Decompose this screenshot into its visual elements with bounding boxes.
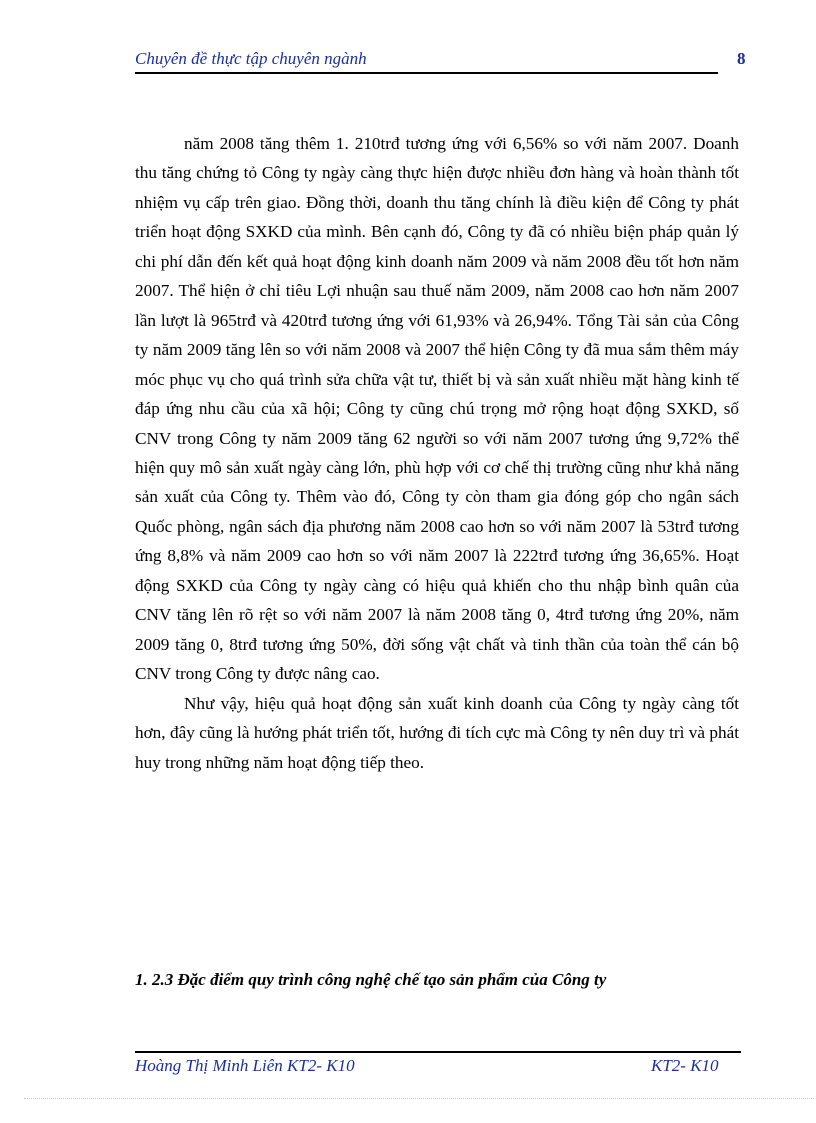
page-number: 8 (737, 49, 746, 68)
page-edge-divider (24, 1098, 814, 1099)
footer-author: Hoàng Thị Minh Liên KT2- K10 (135, 1056, 355, 1075)
footer-class-code: KT2- K10 (651, 1056, 719, 1075)
document-body (135, 129, 739, 777)
footer-divider (135, 1051, 741, 1053)
header-title: Chuyên đề thực tập chuyên ngành (135, 49, 367, 68)
header-divider (135, 72, 718, 74)
body-paragraph-2: Như vậy, hiệu quả hoạt động sản xuất kinh doanh của Công ty ngày càng tốt hơn, đây cũng là hướng phát triển tốt, hướng đi tích cực mà Công ty nên duy trì và phát huy trong những năm hoạt động tiếp theo. (135, 693, 739, 772)
section-heading: 1. 2.3 Đặc điểm quy trình công nghệ chế tạo sản phẩm của Công ty (135, 970, 607, 989)
body-paragraph-1: năm 2008 tăng thêm 1. 210trđ tương ứng với 6,56% so với năm 2007. Doanh thu tăng chứng tỏ Công ty ngày càng thực hiện được nhiều đơn hàng và hoàn thành tốt nhiệm vụ cấp trên giao. Đồng thời, doanh thu tăng chính là điều kiện để Công ty phát triển hoạt động SXKD của mình. Bên cạnh đó, Công ty đã có nhiều biện pháp quản lý chi phí dẫn đến kết quả hoạt động kinh doanh năm 2009 và năm 2008 đều tốt hơn năm 2007. Thể hiện ở chỉ tiêu Lợi nhuận sau thuế năm 2009, năm 2008 cao hơn năm 2007 lần lượt là 965trđ và 420trđ tương ứng với 61,93% và 26,94%. Tổng Tài sản của Công ty năm 2009 tăng lên so với năm 2008 và 2007 thể hiện Công ty đã mua sắm thêm máy móc phục vụ cho quá trình sửa chữa vật tư, thiết bị và sản xuất nhiều mặt hàng kinh tế đáp ứng nhu cầu của xã hội; Công ty cũng chú trọng mở rộng hoạt động SXKD, số CNV trong Công ty năm 2009 tăng 62 người so với năm 2007 tương ứng 9,72% thể hiện quy mô sản xuất ngày càng lớn, phù hợp với cơ chế thị trường cũng như khả năng sản xuất của Công ty. Thêm vào đó, Công ty còn tham gia đóng góp cho ngân sách Quốc phòng, ngân sách địa phương năm 2008 cao hơn so với năm 2007 là 53trđ tương ứng 8,8% và năm 2009 cao hơn so với năm 2007 là 222trđ tương ứng 36,65%. Hoạt động SXKD của Công ty ngày càng có hiệu quả khiến cho thu nhập bình quân của CNV tăng lên rõ rệt so với năm 2007 là năm 2008 tăng 0, 4trđ tương ứng 20%, năm 2009 tăng 0, 8trđ tương ứng 50%, đời sống vật chất và tinh thần của toàn thể cán bộ CNV trong Công ty được nâng cao. (135, 134, 739, 684)
